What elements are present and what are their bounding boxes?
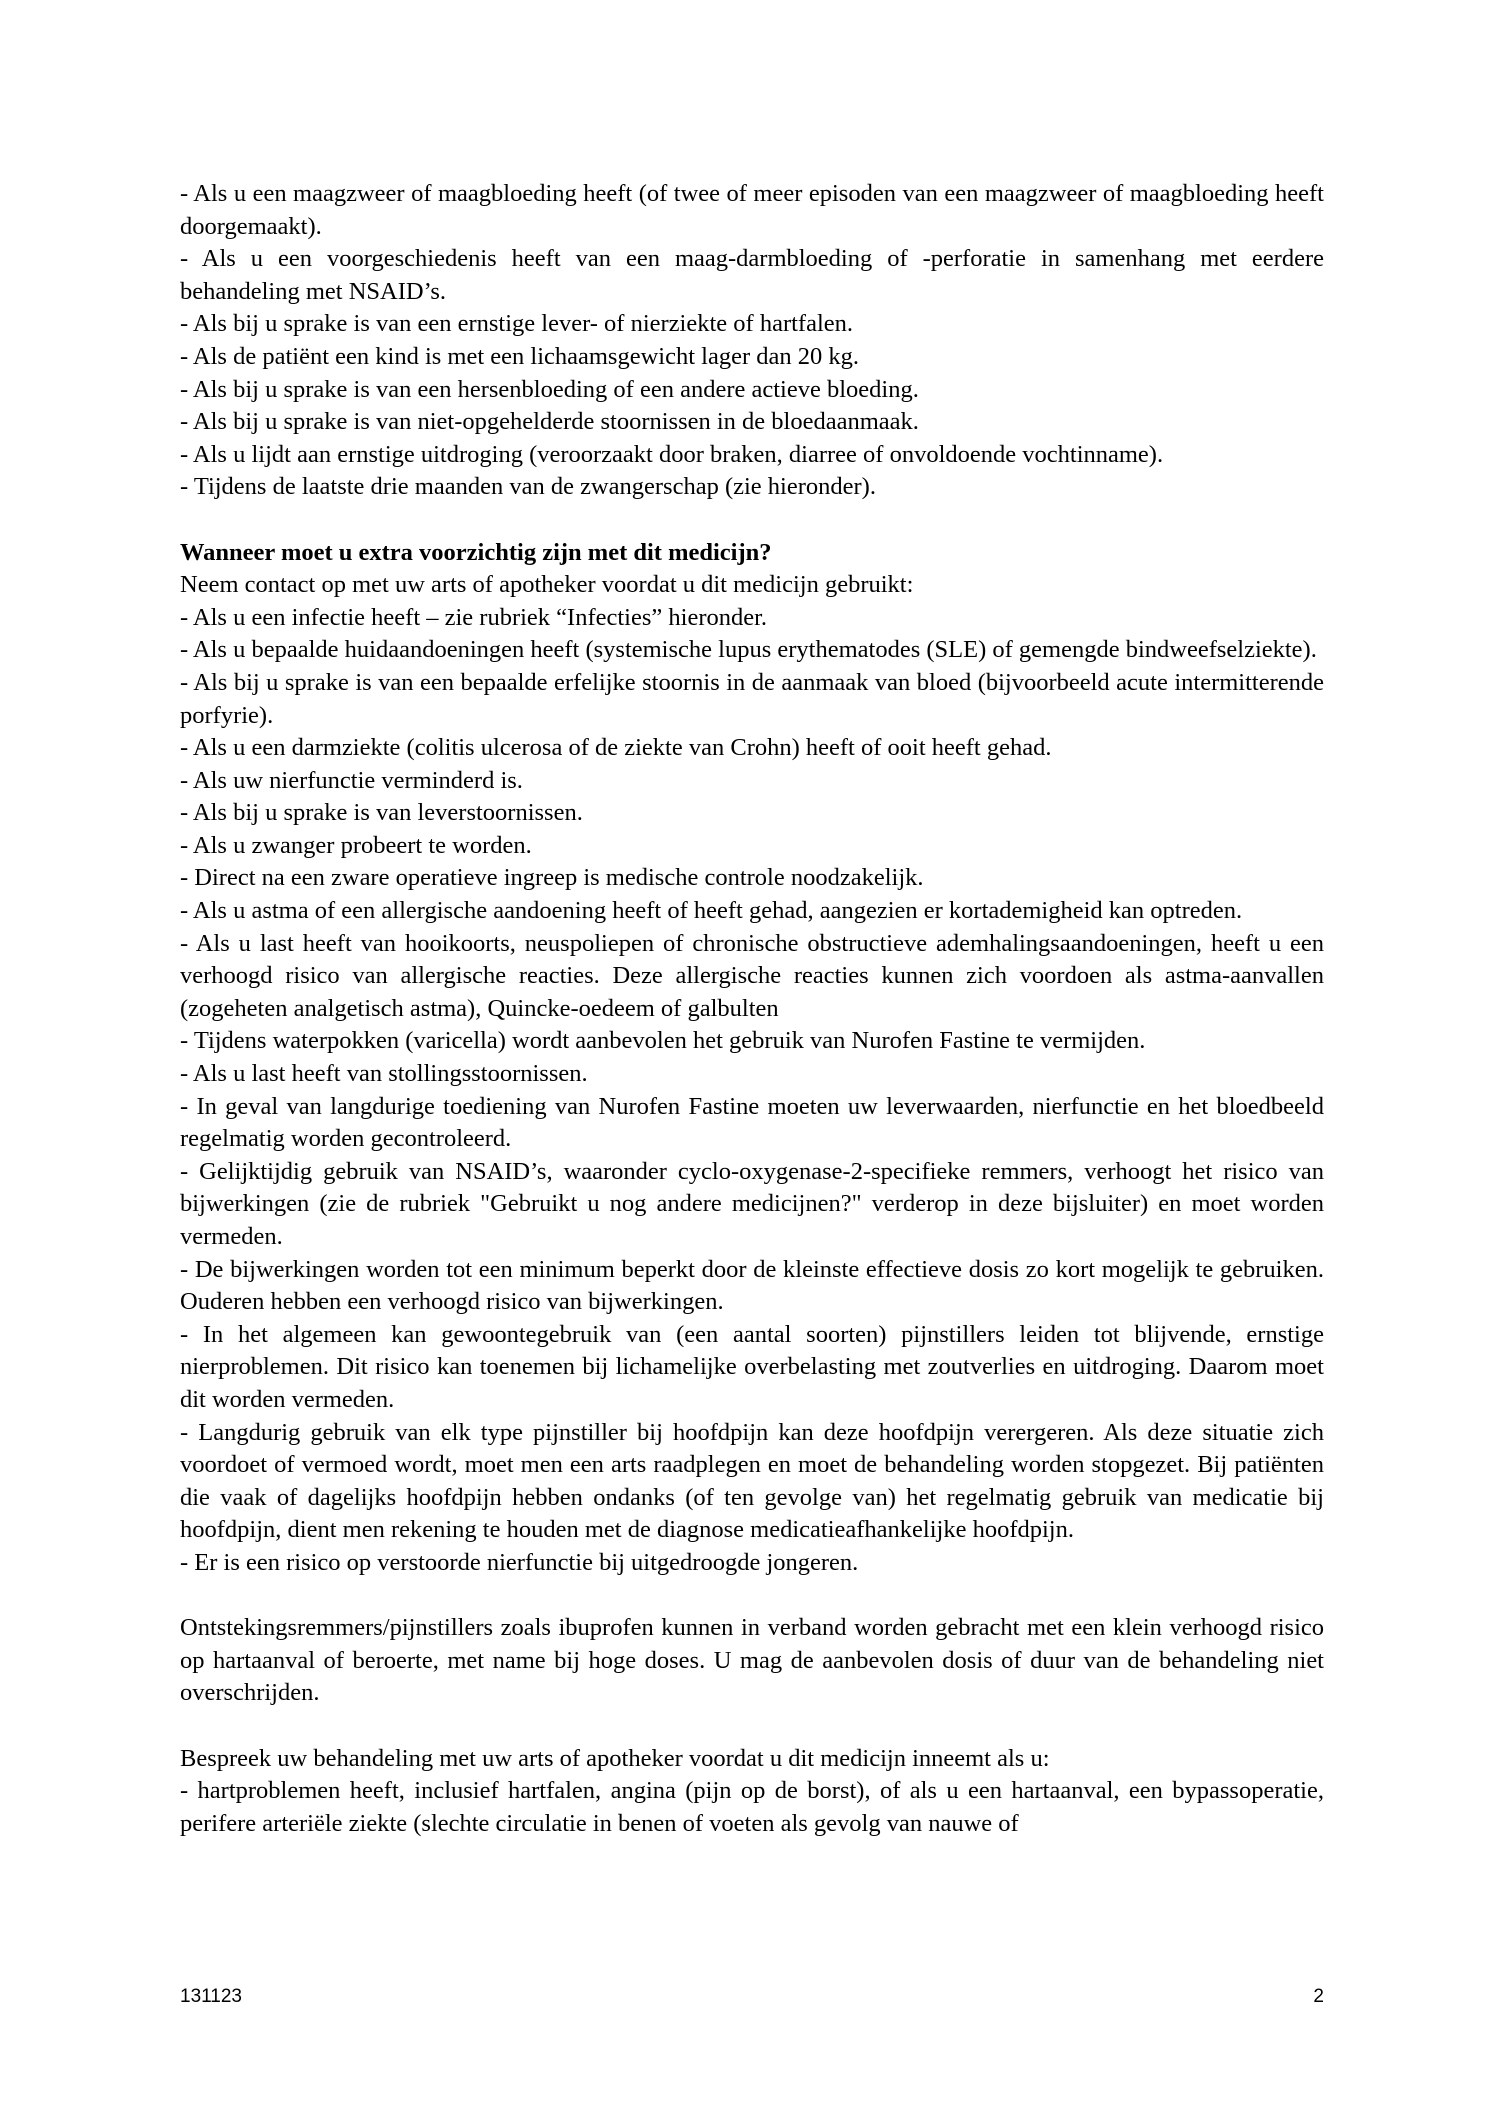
spacer	[180, 504, 1324, 537]
list-item: - Gelijktijdig gebruik van NSAID’s, waaronder cyclo-oxygenase-2-specifieke remmers, verhoogt het risico van bijwerkingen (zie de rubriek "Gebruikt u nog andere medicijnen?" verderop in deze bijsluiter) en moet worden vermeden.	[180, 1157, 1324, 1250]
list-item: - Tijdens waterpokken (varicella) wordt aanbevolen het gebruik van Nurofen Fastine te vermijden.	[180, 1027, 1146, 1055]
list-item: - Als u bepaalde huidaandoeningen heeft (systemische lupus erythematodes (SLE) of gemengde bindweefselziekte).	[180, 636, 1317, 664]
list-item: - Als u last heeft van hooikoorts, neuspoliepen of chronische obstructieve ademhalingsaandoeningen, heeft u een verhoogd risico van allergische reacties. Deze allergische reacties kunnen zich voordoen als astma-aanvallen (zogeheten analgetisch astma), Quincke-oedeem of galbulten	[180, 929, 1324, 1022]
list-item: - hartproblemen heeft, inclusief hartfalen, angina (pijn op de borst), of als u een hartaanval, een bypassoperatie, perifere arteriële ziekte (slechte circulatie in benen of voeten als gevolg van nauwe of	[180, 1777, 1324, 1837]
list-item: - Als bij u sprake is van leverstoornissen.	[180, 799, 583, 827]
list-item: - Er is een risico op verstoorde nierfunctie bij uitgedroogde jongeren.	[180, 1548, 859, 1576]
list-item: - Tijdens de laatste drie maanden van de zwangerschap (zie hieronder).	[180, 473, 876, 501]
list-item: - Als u een maagzweer of maagbloeding heeft (of twee of meer episoden van een maagzweer of maagbloeding heeft doorgemaakt).	[180, 180, 1324, 240]
footer-document-code: 131123	[180, 1986, 242, 2007]
list-item: - De bijwerkingen worden tot een minimum beperkt door de kleinste effectieve dosis zo kort mogelijk te gebruiken. Ouderen hebben een verhoogd risico van bijwerkingen.	[180, 1255, 1324, 1316]
list-item: - Als u astma of een allergische aandoening heeft of heeft gehad, aangezien er kortademigheid kan optreden.	[180, 897, 1243, 925]
list-item: - Als uw nierfunctie verminderd is.	[180, 766, 523, 794]
list-item: - In het algemeen kan gewoontegebruik van (een aantal soorten) pijnstillers leiden tot blijvende, ernstige nierproblemen. Dit risico kan toenemen bij lichamelijke overbelasting met zoutverlies en uitdroging. Daarom moet dit worden vermeden.	[180, 1320, 1324, 1413]
list-item: - Als bij u sprake is van niet-opgehelderde stoornissen in de bloedaanmaak.	[180, 408, 919, 436]
section-intro: Neem contact op met uw arts of apotheker voordat u dit medicijn gebruikt:	[180, 571, 914, 599]
list-item: - In geval van langdurige toediening van Nurofen Fastine moeten uw leverwaarden, nierfunctie en het bloedbeeld regelmatig worden gecontroleerd.	[180, 1092, 1324, 1153]
list-item: - Als u last heeft van stollingsstoornissen.	[180, 1060, 588, 1088]
precautions-section	[180, 537, 1324, 1580]
list-item: - Als bij u sprake is van een ernstige lever- of nierziekte of hartfalen.	[180, 310, 853, 338]
list-item: - Als u een infectie heeft – zie rubriek “Infecties” hieronder.	[180, 603, 768, 631]
risk-paragraph: Ontstekingsremmers/pijnstillers zoals ibuprofen kunnen in verband worden gebracht met een klein verhoogd risico op hartaanval of beroerte, met name bij hoge doses. U mag de aanbevolen dosis of duur van de behandeling niet overschrijden.	[180, 1614, 1324, 1707]
footer-page-number: 2	[1313, 1986, 1324, 2007]
spacer	[180, 1710, 1324, 1743]
body-text	[180, 178, 1324, 1840]
list-item: - Als bij u sprake is van een bepaalde erfelijke stoornis in de aanmaak van bloed (bijvoorbeeld acute intermitterende porfyrie).	[180, 668, 1324, 729]
list-item: - Als u zwanger probeert te worden.	[180, 831, 532, 859]
section-intro: Bespreek uw behandeling met uw arts of apotheker voordat u dit medicijn inneemt als u:	[180, 1744, 1050, 1772]
list-item: - Als u een darmziekte (colitis ulcerosa of de ziekte van Crohn) heeft of ooit heeft gehad.	[180, 734, 1052, 762]
list-item: - Als u een voorgeschiedenis heeft van een maag-darmbloeding of -perforatie in samenhang met eerdere behandeling met NSAID’s.	[180, 245, 1324, 305]
list-item: - Langdurig gebruik van elk type pijnstiller bij hoofdpijn kan deze hoofdpijn verergeren. Als deze situatie zich voordoet of vermoed wordt, moet men een arts raadplegen en moet de behandeling worden stopgezet. Bij patiënten die vaak of dagelijks hoofdpijn hebben ondanks (of ten gevolge van) het regelmatig gebruik van medicatie bij hoofdpijn, dient men rekening te houden met de diagnose medicatieafhankelijke hoofdpijn.	[180, 1418, 1324, 1544]
list-item: - Als bij u sprake is van een hersenbloeding of een andere actieve bloeding.	[180, 375, 919, 403]
list-item: - Als de patiënt een kind is met een lichaamsgewicht lager dan 20 kg.	[180, 342, 859, 370]
list-item: - Als u lijdt aan ernstige uitdroging (veroorzaakt door braken, diarree of onvoldoende vochtinname).	[180, 440, 1164, 468]
discuss-section	[180, 1743, 1324, 1841]
list-item: - Direct na een zware operatieve ingreep is medische controle noodzakelijk.	[180, 864, 924, 892]
contraindications-list	[180, 178, 1324, 504]
section-heading: Wanneer moet u extra voorzichtig zijn met dit medicijn?	[180, 538, 772, 566]
spacer	[180, 1580, 1324, 1613]
